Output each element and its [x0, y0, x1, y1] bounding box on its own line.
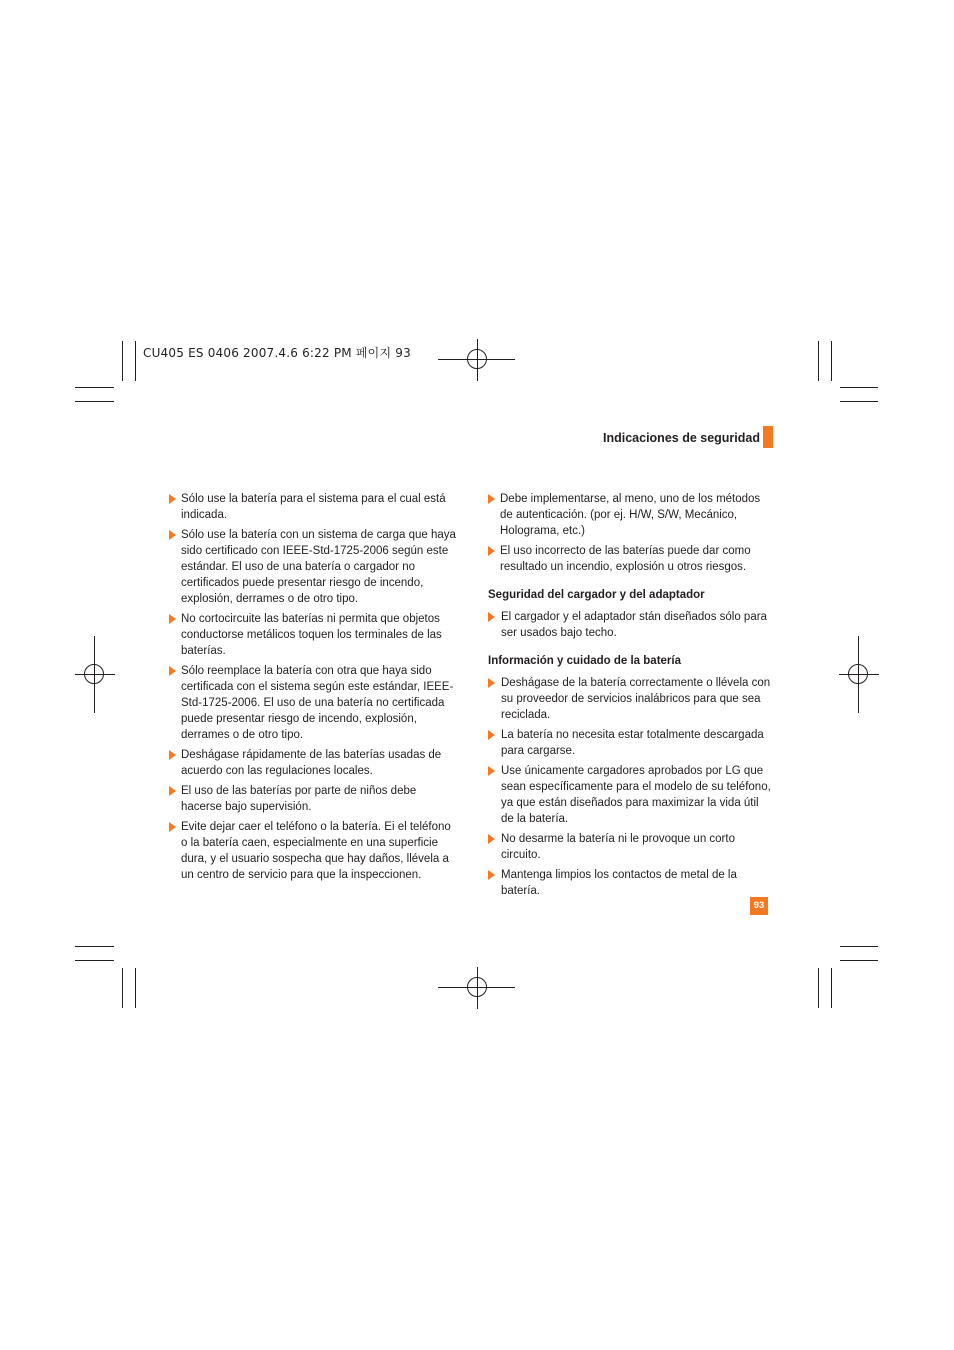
charger-safety-heading: Seguridad del cargador y del adaptador	[488, 589, 705, 601]
triangle-bullet-icon	[169, 786, 176, 796]
triangle-bullet-icon	[488, 766, 495, 776]
section-title: Indicaciones de seguridad	[603, 431, 760, 445]
crop-mark	[75, 387, 114, 388]
triangle-bullet-icon	[488, 834, 495, 844]
crop-mark	[122, 968, 123, 1008]
page-number-badge: 93	[750, 897, 768, 915]
triangle-bullet-icon	[488, 870, 495, 880]
list-item: Evite dejar caer el teléfono o la batería. Ei el teléfono o la batería caen, especialmente en una superficie dura, y el usuario sospecha que hay daños, llévela a un centro de servicio para que la inspeccionen.	[169, 819, 459, 883]
crop-mark	[840, 960, 878, 961]
crop-mark	[818, 968, 819, 1008]
crop-mark	[831, 341, 832, 381]
crop-mark	[135, 341, 136, 381]
list-item: Mantenga limpios los contactos de metal de la batería.	[488, 867, 773, 899]
crop-mark	[75, 401, 114, 402]
crop-mark	[840, 401, 878, 402]
list-item: El cargador y el adaptador stán diseñados sólo para ser usados bajo techo.	[488, 609, 773, 641]
list-item: Deshágase de la batería correctamente o llévela con su proveedor de servicios inalábricos para que sea reciclada.	[488, 675, 773, 723]
list-item: Sólo use la batería con un sistema de carga que haya sido certificado con IEEE-Std-1725-2006 según este estándar. El uso de una batería o cargador no certificados puede presentar riesgo de incendo, explosión, derrames o de otro tipo.	[169, 527, 459, 607]
crop-mark	[818, 341, 819, 381]
triangle-bullet-icon	[488, 678, 495, 688]
crop-mark	[831, 968, 832, 1008]
triangle-bullet-icon	[169, 614, 176, 624]
crop-mark	[135, 968, 136, 1008]
crop-mark	[122, 341, 123, 381]
registration-mark	[84, 664, 104, 684]
triangle-bullet-icon	[169, 530, 176, 540]
left-column	[169, 491, 459, 887]
crop-mark	[840, 946, 878, 947]
list-item: El uso de las baterías por parte de niños debe hacerse bajo supervisión.	[169, 783, 459, 815]
list-item: No cortocircuite las baterías ni permita que objetos conductorse metálicos toquen los terminales de las baterías.	[169, 611, 459, 659]
crop-mark	[840, 387, 878, 388]
triangle-bullet-icon	[169, 494, 176, 504]
right-column	[488, 491, 773, 903]
print-info-line: CU405 ES 0406 2007.4.6 6:22 PM 페이지 93	[143, 346, 411, 360]
list-item: Debe implementarse, al meno, uno de los métodos de autenticación. (por ej. H/W, S/W, Mecánico, Holograma, etc.)	[488, 491, 773, 539]
triangle-bullet-icon	[488, 612, 495, 622]
triangle-bullet-icon	[169, 822, 176, 832]
triangle-bullet-icon	[488, 546, 495, 556]
list-item: La batería no necesita estar totalmente descargada para cargarse.	[488, 727, 773, 759]
list-item: No desarme la batería ni le provoque un corto circuito.	[488, 831, 773, 863]
battery-care-heading: Información y cuidado de la batería	[488, 655, 681, 667]
triangle-bullet-icon	[169, 750, 176, 760]
triangle-bullet-icon	[488, 730, 495, 740]
list-item: Sólo use la batería para el sistema para el cual está indicada.	[169, 491, 459, 523]
list-item: El uso incorrecto de las baterías puede dar como resultado un incendio, explosión u otros riesgos.	[488, 543, 773, 575]
list-item: Sólo reemplace la batería con otra que haya sido certificada con el sistema según este estándar, IEEE-Std-1725-2006. El uso de una batería no certificada puede presentar riesgo de incendo, explosión, derrames o de otro tipo.	[169, 663, 459, 743]
crop-mark	[75, 960, 114, 961]
registration-mark	[467, 349, 487, 369]
registration-mark	[848, 664, 868, 684]
section-tab-marker	[763, 426, 773, 448]
list-item: Deshágase rápidamente de las baterías usadas de acuerdo con las regulaciones locales.	[169, 747, 459, 779]
list-item: Use únicamente cargadores aprobados por LG que sean específicamente para el modelo de su teléfono, ya que están diseñados para maximizar la vida útil de la batería.	[488, 763, 773, 827]
triangle-bullet-icon	[488, 494, 495, 504]
triangle-bullet-icon	[169, 666, 176, 676]
registration-mark	[467, 977, 487, 997]
crop-mark	[75, 946, 114, 947]
